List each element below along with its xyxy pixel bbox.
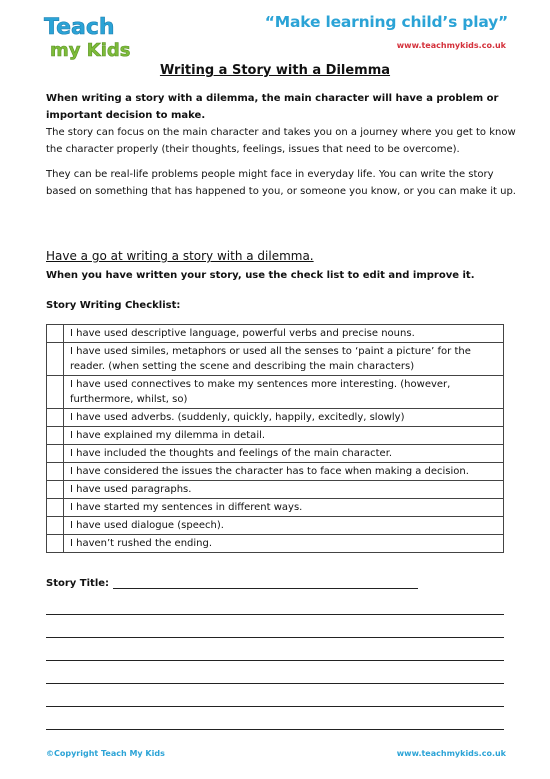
activity-instruction: When you have written your story, use the check list to edit and improve it. [46,270,475,281]
writing-line[interactable] [46,729,504,730]
checklist-row [47,376,504,409]
checklist-item-text: I have used connectives to make my sentences more interesting. (however, furthermore, whilst, so) [64,376,504,409]
writing-line[interactable] [46,683,504,684]
checklist-checkbox[interactable] [47,499,64,517]
story-title-input-line[interactable] [113,578,418,589]
tagline: “Make learning child’s play” [264,13,508,31]
checklist-checkbox[interactable] [47,535,64,553]
writing-line[interactable] [46,637,504,638]
checklist-item-text: I have used dialogue (speech). [64,517,504,535]
checklist-row [47,517,504,535]
checklist-item-text: I have used paragraphs. [64,481,504,499]
checklist-checkbox[interactable] [47,376,64,409]
header-website-link[interactable]: www.teachmykids.co.uk [396,41,506,50]
intro-paragraph-2: The story can focus on the main character and takes you on a journey where you get to know the character properly (their thoughts, feelings, issues that need to be overcome). [46,127,516,155]
checklist-row [47,499,504,517]
checklist-row [47,481,504,499]
page-title: Writing a Story with a Dilemma [159,63,391,78]
checklist-checkbox[interactable] [47,409,64,427]
writing-line[interactable] [46,706,504,707]
intro-bold-paragraph: When writing a story with a dilemma, the main character will have a problem or important decision to make. [46,93,499,121]
checklist-item-text: I have started my sentences in different ways. [64,499,504,517]
checklist-row [47,343,504,376]
footer-website-link[interactable]: www.teachmykids.co.uk [396,749,506,758]
checklist-item-text: I have considered the issues the character has to face when making a decision. [64,463,504,481]
teach-my-kids-logo [40,10,130,66]
checklist-checkbox[interactable] [47,445,64,463]
svg-text:my Kids: my Kids [50,40,130,61]
checklist-item-text: I haven’t rushed the ending. [64,535,504,553]
footer-copyright: ©Copyright Teach My Kids [46,749,165,758]
checklist-checkbox[interactable] [47,343,64,376]
checklist-checkbox[interactable] [47,517,64,535]
checklist-row [47,535,504,553]
checklist-item-text: I have explained my dilemma in detail. [64,427,504,445]
checklist-item-text: I have used adverbs. (suddenly, quickly, happily, excitedly, slowly) [64,409,504,427]
checklist-row [47,427,504,445]
checklist-label: Story Writing Checklist: [46,300,181,311]
checklist-row [47,445,504,463]
checklist-row [47,409,504,427]
checklist-checkbox[interactable] [47,463,64,481]
story-title-field [46,578,418,589]
intro-paragraph-3: They can be real-life problems people might face in everyday life. You can write the story based on something that has happened to you, or someone you know, or you can make it up. [46,169,516,197]
story-writing-checklist [46,324,504,553]
checklist-row [47,463,504,481]
activity-subtitle: Have a go at writing a story with a dilemma. [46,249,314,263]
checklist-item-text: I have included the thoughts and feelings of the main character. [64,445,504,463]
checklist-row [47,325,504,343]
writing-line[interactable] [46,614,504,615]
checklist-checkbox[interactable] [47,481,64,499]
checklist-item-text: I have used descriptive language, powerful verbs and precise nouns. [64,325,504,343]
writing-line[interactable] [46,660,504,661]
checklist-checkbox[interactable] [47,325,64,343]
story-title-label: Story Title: [46,578,110,589]
checklist-item-text: I have used similes, metaphors or used all the senses to ‘paint a picture’ for the reader. (when setting the scene and describing the main characters) [64,343,504,376]
svg-text:Teach: Teach [44,15,115,40]
checklist-checkbox[interactable] [47,427,64,445]
